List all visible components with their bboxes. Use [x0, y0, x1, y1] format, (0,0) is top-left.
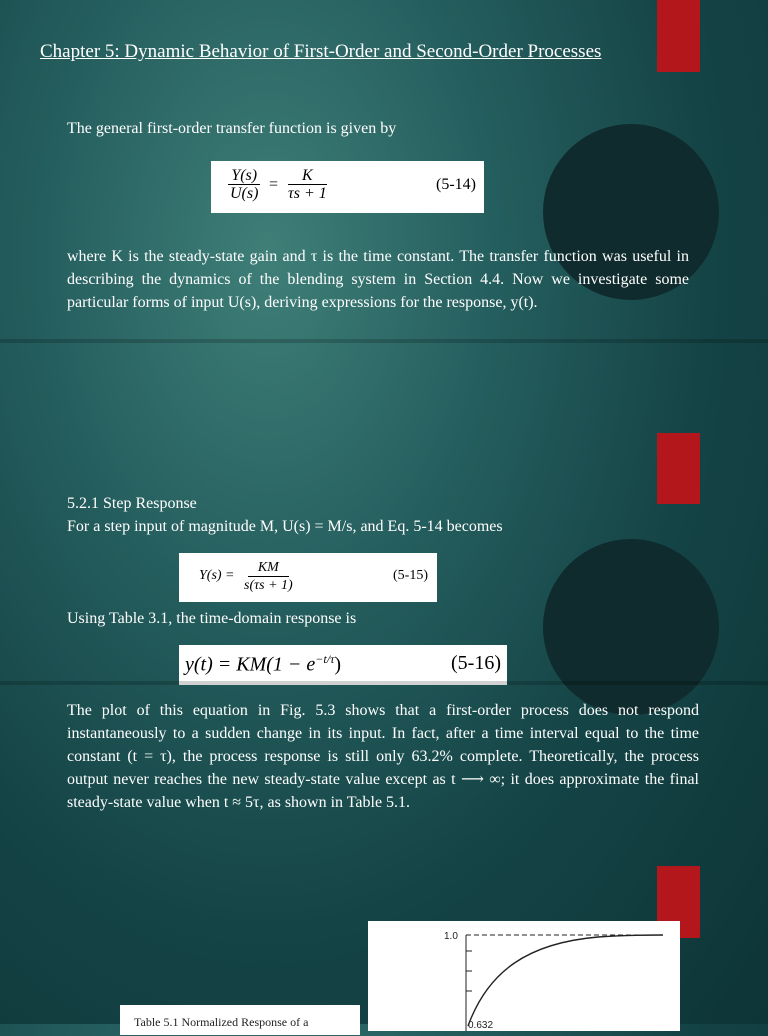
section-heading: 5.2.1 Step Response	[67, 495, 197, 512]
equation-number: (5-14)	[436, 176, 476, 193]
eq-expression: y(t) = KM(1 − e	[185, 653, 316, 676]
slide-2	[0, 341, 768, 683]
page-title: Chapter 5: Dynamic Behavior of First-Order and Second-Order Processes	[40, 41, 602, 62]
table-reference-text: Using Table 3.1, the time-domain response is	[67, 610, 357, 627]
slide-3	[0, 683, 768, 1031]
eq-rhs-numerator: K	[288, 167, 327, 185]
eq-exponent: −t/τ	[315, 652, 335, 666]
eq-numerator: KM	[248, 559, 289, 577]
step-response-plot	[368, 921, 680, 1031]
equation-5-14	[211, 161, 484, 213]
paragraph-step-response: The plot of this equation in Fig. 5.3 shows that a first-order process does not respond instantaneously to a sudden change in its input. In fact, after a time interval equal to the time constant (t = τ), the process response is still only 63.2% complete. Theoretically, the process output never reaches the new steady-state value except as t ⟶ ∞; it does approximate the final steady-state value when t ≈ 5τ, as shown in Table 5.1.	[67, 702, 699, 811]
paragraph-transfer-function: where K is the steady-state gain and τ is the time constant. The transfer function was useful in describing the dynamics of the blending system in Section 4.4. Now we investigate some particular forms of input U(s), deriving expressions for the response, y(t).	[67, 248, 689, 311]
equation-5-16	[179, 645, 507, 685]
equation-5-15	[179, 553, 437, 602]
accent-bar	[657, 433, 700, 504]
equation-number: (5-16)	[451, 652, 501, 674]
eq-lhs-numerator: Y(s)	[228, 167, 260, 185]
eq-close-paren: )	[334, 653, 342, 676]
eq-denominator: s(τs + 1)	[244, 578, 293, 593]
eq-lhs-denominator: U(s)	[230, 185, 259, 202]
eq-lhs: Y(s) =	[199, 568, 235, 583]
plot-svg	[368, 921, 680, 1031]
response-curve	[468, 935, 663, 1026]
eq-rhs-denominator: τs + 1	[288, 185, 327, 202]
slide-1	[0, 0, 768, 341]
step-input-text: For a step input of magnitude M, U(s) = M/s, and Eq. 5-14 becomes	[67, 518, 503, 535]
table-caption-box	[120, 1005, 360, 1035]
intro-text: The general first-order transfer function is given by	[67, 120, 397, 137]
y-tick-label-partial: 0.632	[468, 1020, 494, 1031]
accent-bar	[657, 0, 700, 72]
equation-number: (5-15)	[393, 568, 428, 583]
table-caption: Table 5.1 Normalized Response of a	[134, 1015, 309, 1029]
y-tick-label-top: 1.0	[444, 931, 458, 942]
equals-sign: =	[269, 176, 279, 193]
